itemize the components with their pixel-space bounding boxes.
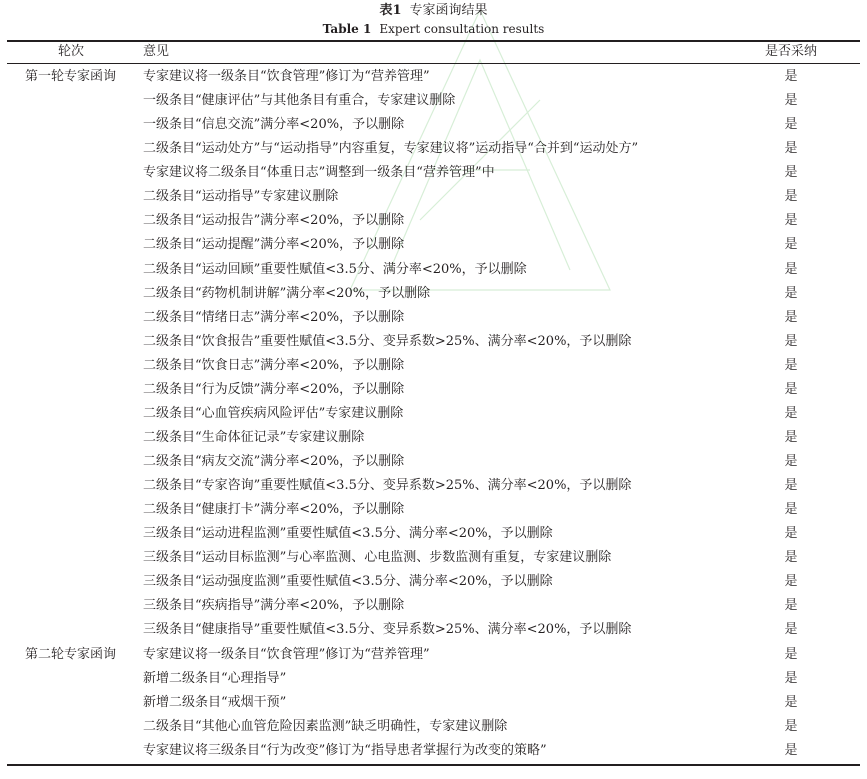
adopted-cell: 是: [784, 69, 798, 84]
opinion-cell: 专家建议将一级条目“饮食管理”修订为“营养管理”: [143, 646, 430, 662]
adopted-cell: 是: [784, 502, 798, 518]
opinion-cell: 二级条目“运动回顾”重要性赋值<3.5分、满分率<20%，予以删除: [143, 261, 527, 277]
opinion-cell: 二级条目“饮食日志”满分率<20%，予以删除: [143, 357, 405, 373]
table-row: [0, 211, 867, 235]
round-cell: 第一轮专家函询: [25, 69, 117, 84]
table-row: [0, 500, 867, 524]
opinion-cell: 一级条目“信息交流”满分率<20%，予以删除: [143, 117, 405, 133]
opinion-cell: 三级条目“运动目标监测”与心率监测、心电监测、步数监测有重复，专家建议删除: [143, 550, 612, 566]
adopted-cell: 是: [784, 646, 798, 662]
adopted-cell: 是: [784, 598, 798, 614]
opinion-cell: 二级条目“病友交流”满分率<20%，予以删除: [143, 454, 405, 469]
adopted-cell: 是: [784, 93, 798, 109]
table-row: [0, 428, 867, 452]
opinion-cell: 二级条目“运动报告”满分率<20%，予以删除: [143, 213, 405, 229]
opinion-cell: 三级条目“疾病指导”满分率<20%，予以删除: [143, 598, 405, 614]
table-caption-cn: 专家函询结果: [409, 3, 488, 18]
table-row: [0, 548, 867, 572]
opinion-cell: 二级条目“饮食报告”重要性赋值<3.5分、变异系数>25%、满分率<20%，予以删除: [143, 333, 632, 349]
adopted-cell: 是: [784, 237, 798, 253]
adopted-cell: 是: [784, 742, 798, 758]
table-row: [0, 115, 867, 139]
table-row: [0, 163, 867, 187]
table-row: [0, 669, 867, 693]
table-row: [0, 260, 867, 284]
adopted-cell: 是: [784, 165, 798, 181]
opinion-cell: 专家建议将二级条目“体重日志”调整到一级条目“营养管理”中: [143, 165, 495, 181]
adopted-cell: 是: [784, 309, 798, 325]
adopted-cell: 是: [784, 622, 798, 638]
opinion-cell: 新增二级条目“戒烟干预”: [143, 694, 287, 710]
table-label-cn: 表1: [379, 3, 402, 18]
adopted-cell: 是: [784, 454, 798, 469]
opinion-cell: 二级条目“心血管疾病风险评估”专家建议删除: [143, 405, 404, 421]
table-row: [0, 717, 867, 741]
opinion-cell: 二级条目“专家咨询”重要性赋值<3.5分、变异系数>25%、满分率<20%，予以删除: [143, 478, 632, 494]
adopted-cell: 是: [784, 550, 798, 566]
table-row: [0, 452, 867, 476]
table-row: [0, 404, 867, 428]
adopted-cell: 是: [784, 141, 798, 157]
table-top-rule: [7, 40, 860, 42]
table-row: [0, 524, 867, 548]
adopted-cell: 是: [784, 405, 798, 421]
adopted-cell: 是: [784, 429, 798, 445]
table-row: [0, 596, 867, 620]
opinion-cell: 二级条目“情绪日志”满分率<20%，予以删除: [143, 309, 405, 325]
opinion-cell: 三级条目“运动进程监测”重要性赋值<3.5分、满分率<20%，予以删除: [143, 526, 553, 542]
table-row: [0, 67, 867, 91]
opinion-cell: 专家建议将三级条目“行为改变”修订为“指导患者掌握行为改变的策略”: [143, 742, 547, 758]
column-header-opinion: 意见: [143, 44, 170, 59]
adopted-cell: 是: [784, 357, 798, 373]
opinion-cell: 三级条目“运动强度监测”重要性赋值<3.5分、满分率<20%，予以删除: [143, 574, 553, 590]
opinion-cell: 二级条目“运动指导”专家建议删除: [143, 189, 339, 205]
adopted-cell: 是: [784, 381, 798, 397]
table-header-rule: [7, 63, 860, 64]
table-row: [0, 476, 867, 500]
table-row: [0, 284, 867, 308]
opinion-cell: 一级条目“健康评估”与其他条目有重合，专家建议删除: [143, 93, 456, 109]
table-label-en: Table 1: [322, 22, 372, 36]
table-title-cn: [0, 3, 867, 19]
table-title-en: [0, 21, 867, 37]
table-row: [0, 620, 867, 644]
adopted-cell: 是: [784, 574, 798, 590]
opinion-cell: 二级条目“运动处方”与“运动指导”内容重复，专家建议将”运动指导“合并到“运动处方”: [143, 141, 639, 157]
table-row: [0, 187, 867, 211]
table-row: [0, 332, 867, 356]
opinion-cell: 二级条目“其他心血管危险因素监测”缺乏明确性，专家建议删除: [143, 718, 508, 734]
table-row: [0, 308, 867, 332]
table-row: [0, 693, 867, 717]
adopted-cell: 是: [784, 478, 798, 494]
adopted-cell: 是: [784, 189, 798, 205]
opinion-cell: 三级条目“健康指导”重要性赋值<3.5分、变异系数>25%、满分率<20%，予以删除: [143, 622, 632, 638]
table-row: [0, 356, 867, 380]
adopted-cell: 是: [784, 261, 798, 277]
adopted-cell: 是: [784, 333, 798, 349]
adopted-cell: 是: [784, 670, 798, 686]
table-row: [0, 380, 867, 404]
adopted-cell: 是: [784, 718, 798, 734]
adopted-cell: 是: [784, 213, 798, 229]
adopted-cell: 是: [784, 117, 798, 133]
table-row: [0, 139, 867, 163]
table-bottom-rule: [7, 764, 860, 766]
table-row: [0, 572, 867, 596]
opinion-cell: 专家建议将一级条目“饮食管理”修订为“营养管理”: [143, 69, 430, 84]
table-row: [0, 741, 867, 765]
column-header-round: 轮次: [58, 44, 85, 59]
opinion-cell: 二级条目“行为反馈”满分率<20%，予以删除: [143, 381, 405, 397]
round-cell: 第二轮专家函询: [25, 646, 117, 662]
table-body: [0, 67, 867, 765]
table-row: [0, 235, 867, 259]
opinion-cell: 新增二级条目“心理指导”: [143, 670, 287, 686]
column-header-adopted: 是否采纳: [765, 44, 818, 59]
opinion-cell: 二级条目“健康打卡”满分率<20%，予以删除: [143, 502, 405, 518]
adopted-cell: 是: [784, 285, 798, 301]
table-row: [0, 91, 867, 115]
adopted-cell: 是: [784, 526, 798, 542]
opinion-cell: 二级条目“药物机制讲解”满分率<20%，予以删除: [143, 285, 431, 301]
table-caption-en: Expert consultation results: [379, 22, 545, 36]
opinion-cell: 二级条目“运动提醒”满分率<20%，予以删除: [143, 237, 405, 253]
opinion-cell: 二级条目“生命体征记录”专家建议删除: [143, 429, 365, 445]
table-row: [0, 645, 867, 669]
adopted-cell: 是: [784, 694, 798, 710]
